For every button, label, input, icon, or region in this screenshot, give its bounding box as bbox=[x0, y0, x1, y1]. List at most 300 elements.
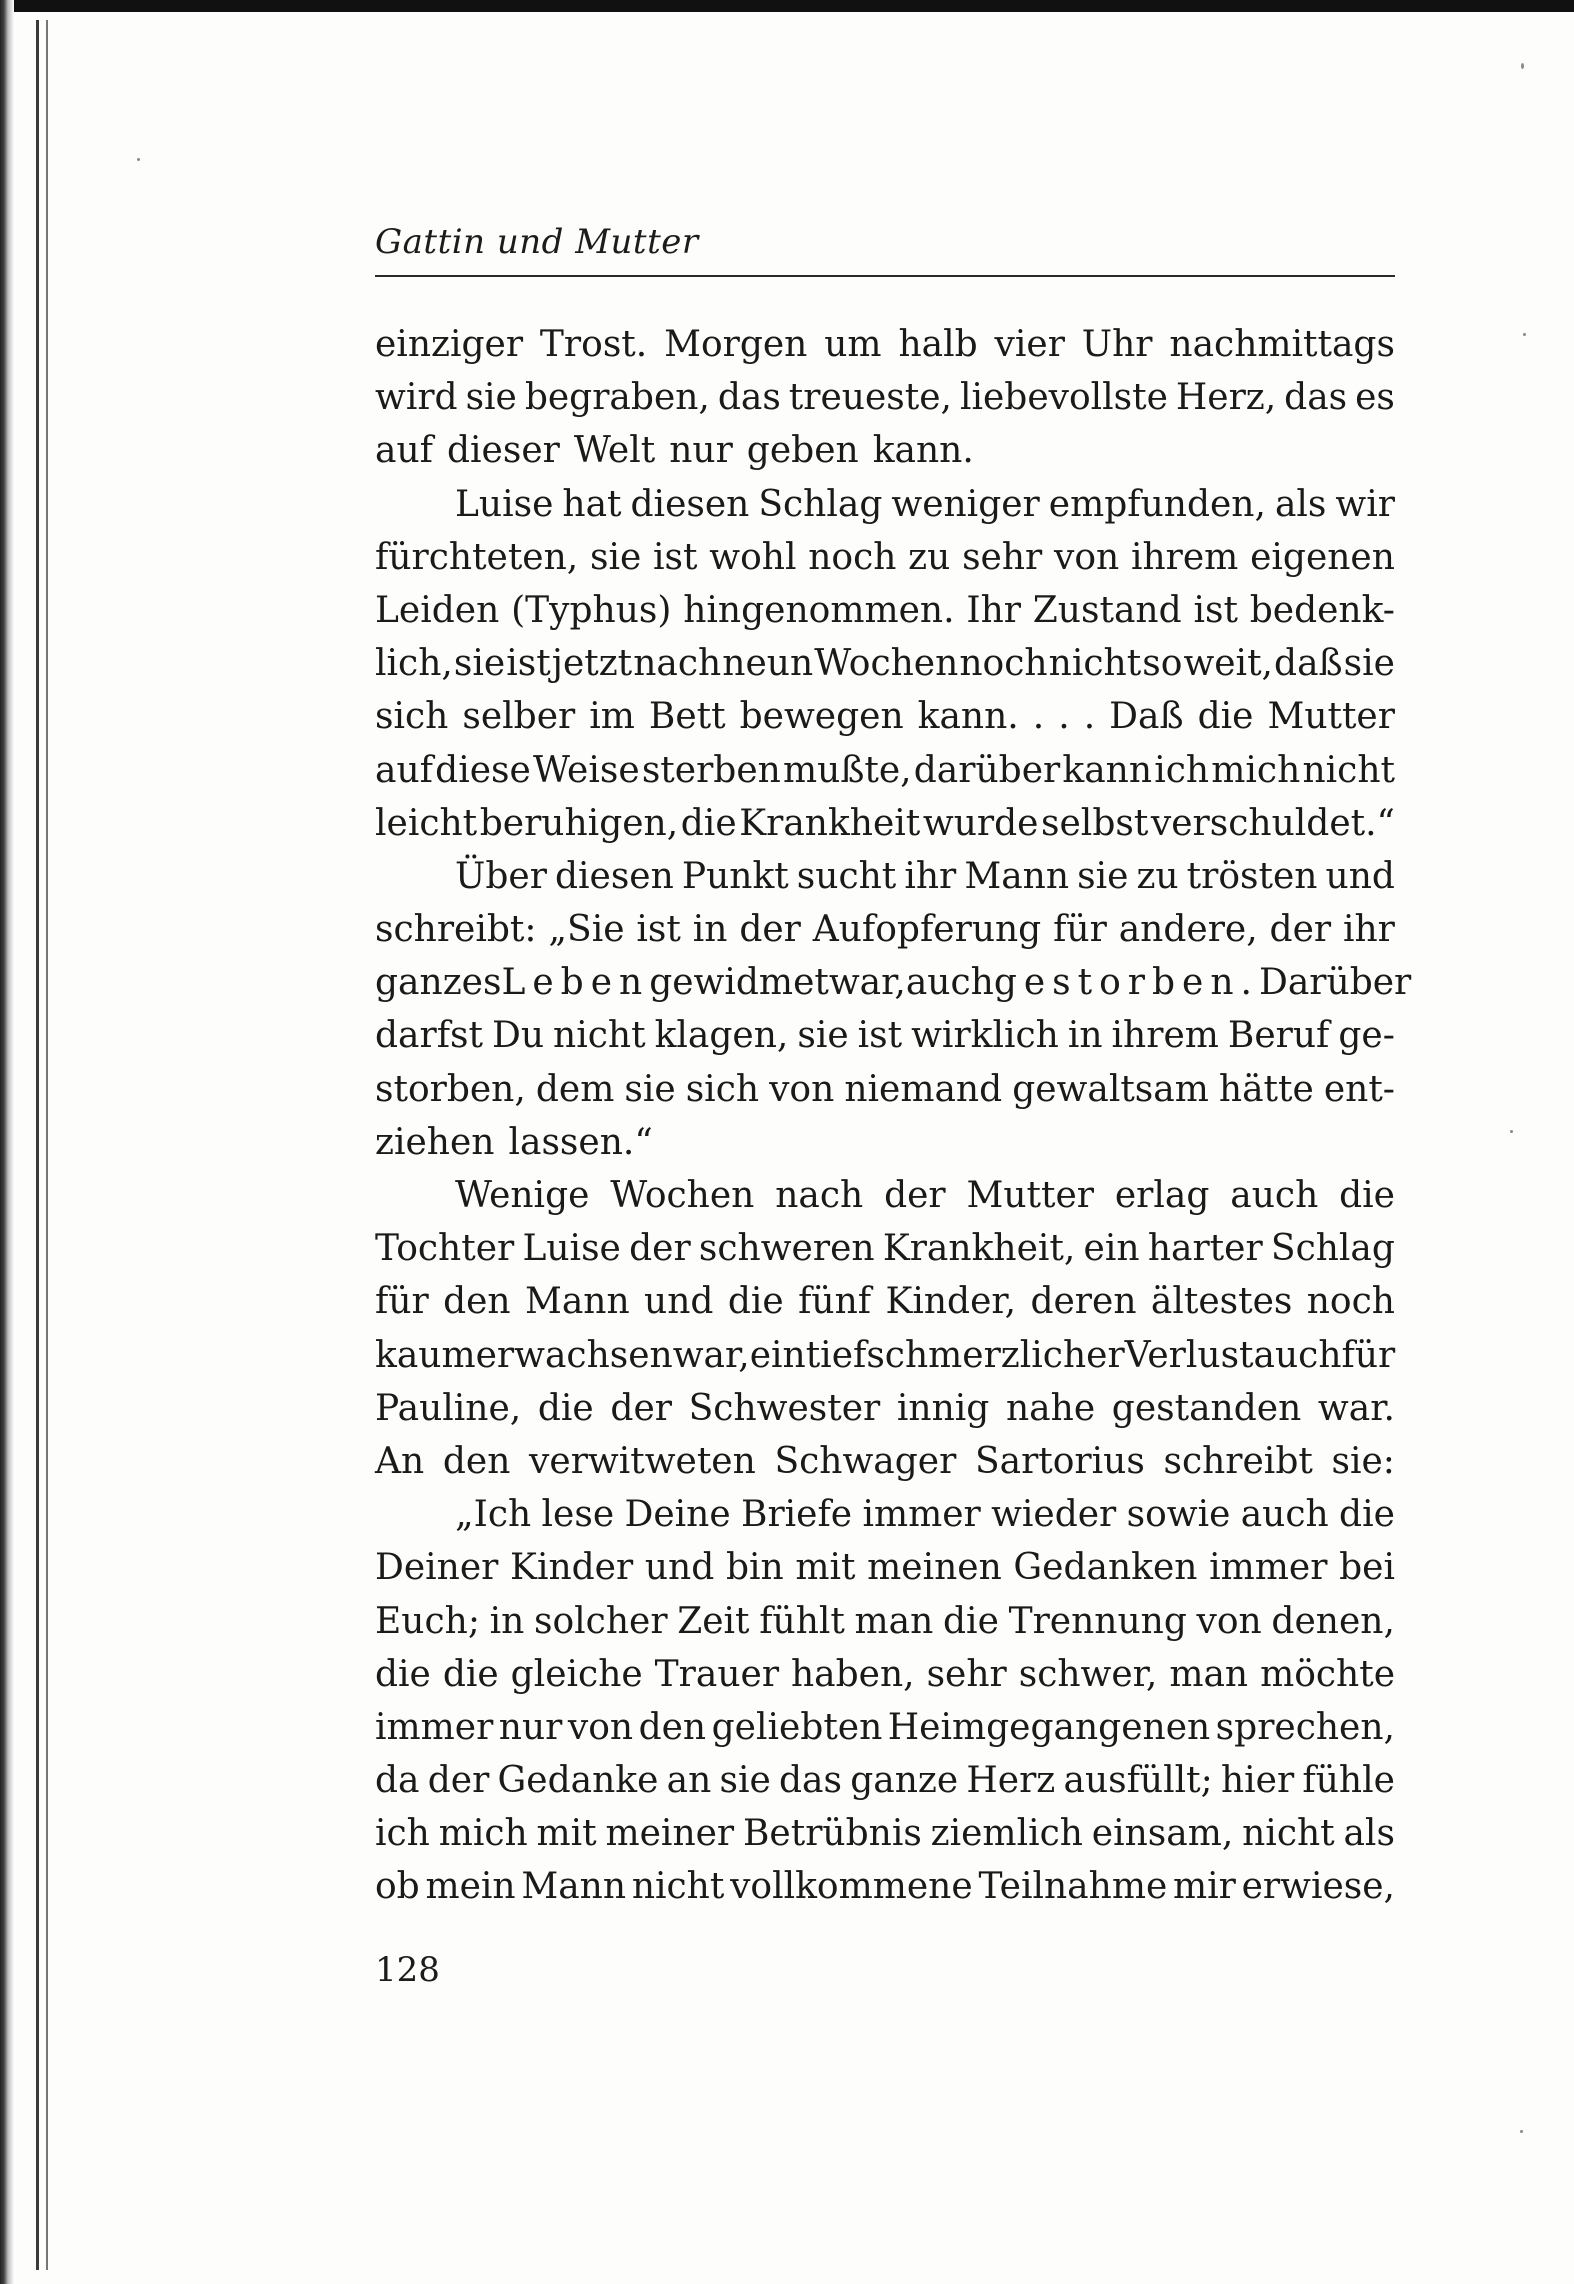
word: sie bbox=[1343, 643, 1395, 685]
word: von bbox=[567, 1706, 634, 1748]
word: Verlust bbox=[1124, 1334, 1254, 1376]
word: der bbox=[884, 1175, 946, 1216]
word: verwitweten bbox=[529, 1440, 756, 1482]
text-line bbox=[375, 371, 1395, 424]
scan-top-edge bbox=[0, 0, 1574, 12]
word: mich bbox=[438, 1813, 528, 1855]
word: geliebten bbox=[711, 1706, 883, 1748]
word: hat bbox=[562, 483, 622, 525]
word: um bbox=[824, 324, 882, 365]
dust-speck bbox=[1510, 1130, 1513, 1133]
word: ganzes bbox=[375, 962, 502, 1004]
word: mit bbox=[536, 1813, 597, 1855]
word: war, bbox=[828, 962, 906, 1004]
word: sie bbox=[1077, 855, 1129, 897]
running-title: Gattin und Mutter bbox=[375, 222, 699, 262]
word: nach bbox=[775, 1175, 864, 1216]
word: ganze bbox=[850, 1760, 959, 1802]
word: begraben, bbox=[524, 377, 710, 419]
word: gleiche bbox=[510, 1653, 643, 1695]
word: noch bbox=[1306, 1281, 1395, 1323]
word: ihr bbox=[1342, 909, 1395, 951]
word: die bbox=[727, 1281, 784, 1323]
word: Darüber bbox=[1258, 962, 1412, 1004]
word: den bbox=[638, 1706, 707, 1748]
word: bewegen bbox=[739, 696, 904, 738]
word: denen, bbox=[1271, 1600, 1395, 1642]
word: sie bbox=[719, 1760, 771, 1802]
word: zu bbox=[1136, 855, 1179, 897]
word: der bbox=[739, 909, 801, 951]
word: man bbox=[1169, 1653, 1249, 1695]
word: trösten bbox=[1186, 855, 1318, 897]
word: mußte, bbox=[783, 749, 912, 791]
word: Euch; bbox=[375, 1600, 480, 1642]
dust-speck bbox=[1521, 63, 1524, 69]
text-line bbox=[375, 1275, 1395, 1328]
word: bedenk- bbox=[1249, 589, 1395, 631]
text-line bbox=[375, 690, 1395, 743]
word: den bbox=[443, 1281, 511, 1323]
word: ein bbox=[1083, 1228, 1140, 1270]
word: und bbox=[1325, 855, 1395, 897]
word: die bbox=[442, 1653, 499, 1695]
word: Sartorius bbox=[974, 1440, 1145, 1482]
word: mir bbox=[1173, 1866, 1236, 1908]
text-line bbox=[375, 1329, 1395, 1382]
word: fünf bbox=[798, 1281, 872, 1323]
text-line bbox=[375, 1116, 1395, 1169]
word: Luise bbox=[455, 483, 554, 525]
word: ich bbox=[375, 1813, 430, 1855]
dust-speck bbox=[137, 158, 140, 161]
word: Schwager bbox=[774, 1440, 957, 1482]
word: Morgen bbox=[664, 324, 808, 365]
word: dieser bbox=[446, 430, 560, 472]
word: Trost. bbox=[539, 324, 648, 365]
word: das bbox=[779, 1760, 842, 1802]
word: Briefe bbox=[740, 1494, 853, 1536]
word: Gedanken bbox=[1013, 1547, 1198, 1589]
word: ihrem bbox=[1111, 1015, 1219, 1057]
word: zu bbox=[908, 536, 951, 578]
word: ausfüllt; bbox=[1063, 1760, 1213, 1802]
word: die bbox=[943, 1600, 999, 1642]
word: ziemlich bbox=[930, 1813, 1083, 1855]
dust-speck bbox=[1520, 2130, 1523, 2133]
word: „Ich bbox=[455, 1494, 532, 1536]
word: gestanden bbox=[1111, 1387, 1302, 1429]
word: ihr bbox=[904, 855, 957, 897]
word: immer bbox=[862, 1494, 981, 1536]
word: . bbox=[1032, 696, 1045, 738]
word: haben, bbox=[790, 1653, 915, 1695]
word: der bbox=[427, 1760, 490, 1802]
word: so bbox=[1142, 643, 1183, 685]
word: auch bbox=[1240, 1494, 1329, 1536]
word: Weise bbox=[532, 749, 640, 791]
word: die bbox=[375, 1653, 431, 1695]
word: sie: bbox=[1331, 1440, 1395, 1482]
word: weniger bbox=[891, 483, 1040, 525]
word: schweren bbox=[698, 1228, 875, 1270]
word: als bbox=[1274, 483, 1327, 525]
word: lese bbox=[541, 1494, 615, 1536]
word: Aufopferung bbox=[812, 909, 1042, 951]
word: die bbox=[537, 1387, 594, 1429]
word: Heimgegangenen bbox=[887, 1706, 1211, 1748]
word: . bbox=[1058, 696, 1070, 738]
text-line bbox=[375, 1807, 1395, 1860]
word: sich bbox=[375, 696, 449, 738]
word: das bbox=[1284, 377, 1348, 419]
text-line bbox=[375, 1860, 1395, 1913]
word: Leben bbox=[501, 962, 650, 1004]
word: gewidmet bbox=[649, 962, 829, 1004]
word: Herz, bbox=[1175, 377, 1277, 419]
word: schreibt bbox=[1163, 1440, 1313, 1482]
word: ihrem bbox=[1130, 536, 1239, 578]
binding-line bbox=[36, 20, 39, 2270]
scan-left-edge bbox=[0, 0, 14, 2284]
text-line bbox=[375, 1754, 1395, 1807]
word: Deine bbox=[624, 1494, 731, 1536]
word: selber bbox=[462, 696, 576, 738]
word: es bbox=[1355, 377, 1395, 419]
word: einziger bbox=[375, 324, 524, 365]
word: der bbox=[629, 1228, 691, 1270]
word: dem bbox=[535, 1068, 615, 1110]
word: bei bbox=[1339, 1547, 1395, 1589]
word: Mann bbox=[524, 1281, 630, 1323]
word: Beruf bbox=[1227, 1015, 1330, 1057]
word: schreibt: bbox=[375, 909, 537, 951]
word: war. bbox=[1317, 1387, 1395, 1429]
text-line bbox=[375, 318, 1395, 371]
header-rule bbox=[375, 275, 1395, 277]
word: einsam, bbox=[1091, 1813, 1234, 1855]
text-line bbox=[375, 1169, 1395, 1222]
text-line bbox=[375, 584, 1395, 637]
word: ist bbox=[653, 536, 698, 578]
word: sie bbox=[453, 643, 506, 685]
word: Luise bbox=[522, 1228, 621, 1270]
word: ist bbox=[1193, 589, 1238, 631]
word: diesen bbox=[554, 855, 674, 897]
word: sucht bbox=[796, 855, 897, 897]
word: hätte bbox=[1218, 1068, 1314, 1110]
word: hingenommen. bbox=[683, 589, 955, 631]
word: die bbox=[1197, 696, 1254, 738]
word: von bbox=[1196, 1600, 1262, 1642]
word: Teilnahme bbox=[978, 1866, 1168, 1908]
text-line bbox=[375, 1701, 1395, 1754]
word: Bett bbox=[648, 696, 726, 738]
word: empfunden, bbox=[1048, 483, 1266, 525]
word: Mutter bbox=[966, 1175, 1094, 1216]
word: lich, bbox=[375, 643, 453, 685]
dust-speck bbox=[1523, 333, 1526, 336]
word: andere, bbox=[1118, 909, 1258, 951]
word: innig bbox=[896, 1387, 990, 1429]
word: Deiner bbox=[375, 1547, 499, 1589]
word: Tochter bbox=[375, 1228, 515, 1270]
word: nur bbox=[498, 1706, 563, 1748]
word: Du bbox=[491, 1015, 545, 1057]
word: in bbox=[1067, 1015, 1103, 1057]
text-line bbox=[375, 1648, 1395, 1701]
word: sehr bbox=[926, 1653, 1007, 1695]
word: sehr bbox=[962, 536, 1043, 578]
word: diese bbox=[435, 749, 531, 791]
text-line bbox=[375, 1488, 1395, 1541]
word: erwachsen bbox=[475, 1334, 673, 1376]
word: der bbox=[610, 1387, 672, 1429]
word: „Sie bbox=[548, 909, 625, 951]
word: Herz bbox=[966, 1760, 1056, 1802]
word: schwer, bbox=[1018, 1653, 1158, 1695]
word: immer bbox=[1209, 1547, 1328, 1589]
word: neun bbox=[722, 643, 814, 685]
word: Mann bbox=[521, 1866, 627, 1908]
word: die bbox=[1339, 1494, 1395, 1536]
word: tiefschmerzlicher bbox=[805, 1334, 1125, 1376]
word: wird bbox=[375, 377, 458, 419]
word: nicht bbox=[1242, 1813, 1335, 1855]
word: ent- bbox=[1323, 1068, 1395, 1110]
word: noch bbox=[959, 643, 1048, 685]
word: selbst bbox=[1041, 802, 1149, 844]
word: harter bbox=[1147, 1228, 1263, 1270]
word: gewaltsam bbox=[1012, 1068, 1209, 1110]
word: Daß bbox=[1109, 696, 1184, 738]
word: Wochen bbox=[814, 643, 959, 685]
word: Schlag bbox=[758, 483, 883, 525]
word: Mutter bbox=[1267, 696, 1395, 738]
word: sie bbox=[797, 1015, 849, 1057]
word: mit bbox=[795, 1547, 856, 1589]
word: immer bbox=[375, 1706, 494, 1748]
word: nicht bbox=[1048, 643, 1142, 685]
word: eigenen bbox=[1250, 536, 1395, 578]
word: als bbox=[1343, 1813, 1395, 1855]
word: erwiese, bbox=[1241, 1866, 1395, 1908]
word: Schlag bbox=[1270, 1228, 1395, 1270]
word: wieder bbox=[991, 1494, 1117, 1536]
text-line bbox=[375, 1063, 1395, 1116]
word: Mann bbox=[964, 855, 1070, 897]
text-line bbox=[375, 1222, 1395, 1275]
word: ich bbox=[1154, 749, 1210, 791]
text-line bbox=[375, 1009, 1395, 1062]
word: der bbox=[1269, 909, 1332, 951]
word: diesen bbox=[630, 483, 750, 525]
word: nicht bbox=[631, 1866, 725, 1908]
word: daß bbox=[1274, 643, 1343, 685]
word: Wenige bbox=[455, 1175, 590, 1216]
text-line bbox=[375, 797, 1395, 850]
text-line bbox=[375, 1595, 1395, 1648]
word: Schwester bbox=[688, 1387, 881, 1429]
text-line bbox=[375, 424, 1395, 477]
word: jetzt bbox=[551, 643, 633, 685]
word: ziehen bbox=[375, 1121, 495, 1163]
word: verschuldet.“ bbox=[1150, 802, 1395, 844]
word: niemand bbox=[844, 1068, 1003, 1110]
word: ge- bbox=[1338, 1015, 1395, 1057]
word: Pauline, bbox=[375, 1387, 522, 1429]
text-line bbox=[375, 1541, 1395, 1594]
word: da bbox=[375, 1760, 420, 1802]
word: Betrübnis bbox=[742, 1813, 922, 1855]
binding-line-secondary bbox=[46, 20, 48, 2270]
word: sowie bbox=[1126, 1494, 1231, 1536]
body-text bbox=[375, 318, 1412, 1914]
word: ein bbox=[749, 1334, 806, 1376]
word: ist bbox=[506, 643, 551, 685]
word: kann. bbox=[917, 696, 1019, 738]
word: mich bbox=[1211, 749, 1301, 791]
word: die bbox=[680, 802, 737, 844]
word: beruhigen, bbox=[479, 802, 679, 844]
word: Wochen bbox=[610, 1175, 755, 1216]
word: nach bbox=[633, 643, 722, 685]
word: deren bbox=[1030, 1281, 1137, 1323]
word: war, bbox=[672, 1334, 750, 1376]
text-line bbox=[375, 744, 1395, 797]
word: für bbox=[1341, 1334, 1396, 1376]
word: möchte bbox=[1260, 1653, 1395, 1695]
word: sie bbox=[624, 1068, 676, 1110]
word: und bbox=[644, 1281, 714, 1323]
word: den bbox=[442, 1440, 511, 1482]
word: erlag bbox=[1114, 1175, 1210, 1216]
page-number: 128 bbox=[375, 1950, 440, 1990]
word: von bbox=[1054, 536, 1120, 578]
word: klagen, bbox=[654, 1015, 789, 1057]
word: Über bbox=[455, 855, 547, 897]
text-line bbox=[375, 478, 1395, 531]
word: wurde bbox=[922, 802, 1039, 844]
word: sprechen, bbox=[1215, 1706, 1395, 1748]
word: hier bbox=[1220, 1760, 1295, 1802]
word: meinen bbox=[867, 1547, 1002, 1589]
word: meiner bbox=[605, 1813, 735, 1855]
word: und bbox=[644, 1547, 715, 1589]
word: Trauer bbox=[654, 1653, 780, 1695]
text-line bbox=[375, 1382, 1395, 1435]
text-line bbox=[375, 1435, 1395, 1488]
word: ist bbox=[636, 909, 681, 951]
text-line bbox=[375, 637, 1395, 690]
word: storben, bbox=[375, 1068, 526, 1110]
word: Kinder bbox=[510, 1547, 634, 1589]
word: wirklich bbox=[911, 1015, 1059, 1057]
word: kann bbox=[1062, 749, 1153, 791]
word: solcher bbox=[534, 1600, 668, 1642]
word: fühlt bbox=[759, 1600, 845, 1642]
word: das bbox=[717, 377, 781, 419]
word: Gedanke bbox=[497, 1760, 659, 1802]
word: auch bbox=[1230, 1175, 1319, 1216]
text-line bbox=[375, 850, 1395, 903]
word: man bbox=[854, 1600, 934, 1642]
word: auch bbox=[905, 962, 994, 1004]
word: Uhr bbox=[1081, 324, 1153, 365]
word: nur bbox=[669, 430, 733, 472]
word: gestorben. bbox=[993, 962, 1259, 1004]
word: wir bbox=[1335, 483, 1395, 525]
word: noch bbox=[808, 536, 897, 578]
word: darfst bbox=[375, 1015, 483, 1057]
word: (Typhus) bbox=[511, 589, 672, 631]
word: leicht bbox=[375, 802, 478, 844]
word: kann. bbox=[872, 430, 974, 472]
word: Trennung bbox=[1008, 1600, 1187, 1642]
word: Leiden bbox=[375, 589, 500, 631]
word: für bbox=[375, 1281, 429, 1323]
word: in bbox=[489, 1600, 525, 1642]
word: auf bbox=[375, 430, 433, 472]
word: sie bbox=[590, 536, 642, 578]
word: für bbox=[1053, 909, 1107, 951]
word: sterben bbox=[641, 749, 781, 791]
word: darüber bbox=[913, 749, 1061, 791]
word: vollkommene bbox=[730, 1866, 973, 1908]
word: An bbox=[375, 1440, 425, 1482]
word: fürchteten, bbox=[375, 536, 579, 578]
word: lassen.“ bbox=[508, 1121, 653, 1163]
word: kaum bbox=[375, 1334, 476, 1376]
word: sich bbox=[685, 1068, 760, 1110]
word: Punkt bbox=[681, 855, 789, 897]
word: ist bbox=[857, 1015, 903, 1057]
word: ältestes bbox=[1150, 1281, 1293, 1323]
word: vier bbox=[994, 324, 1065, 365]
word: im bbox=[589, 696, 635, 738]
word: Krankheit, bbox=[882, 1228, 1076, 1270]
text-line bbox=[375, 531, 1395, 584]
word: Welt bbox=[573, 430, 656, 472]
word: Ihr bbox=[966, 589, 1021, 631]
word: sie bbox=[465, 377, 517, 419]
word: nicht bbox=[553, 1015, 646, 1057]
word: Zustand bbox=[1032, 589, 1182, 631]
word: nicht bbox=[1302, 749, 1395, 791]
word: halb bbox=[898, 324, 978, 365]
word: fühle bbox=[1302, 1760, 1395, 1802]
word: treueste, bbox=[788, 377, 952, 419]
word: in bbox=[692, 909, 728, 951]
word: bin bbox=[725, 1547, 784, 1589]
word: nahe bbox=[1005, 1387, 1096, 1429]
word: Zeit bbox=[677, 1600, 750, 1642]
word: geben bbox=[746, 430, 859, 472]
word: nachmittags bbox=[1169, 324, 1395, 365]
word: Krankheit bbox=[739, 802, 921, 844]
word: Kinder, bbox=[885, 1281, 1017, 1323]
word: mein bbox=[425, 1866, 516, 1908]
word: an bbox=[666, 1760, 712, 1802]
word: die bbox=[1339, 1175, 1395, 1216]
word: auch bbox=[1253, 1334, 1342, 1376]
word: . bbox=[1083, 696, 1096, 738]
word: wohl bbox=[709, 536, 797, 578]
text-line bbox=[375, 956, 1412, 1009]
word: liebevollste bbox=[959, 377, 1168, 419]
word: auf bbox=[375, 749, 433, 791]
text-line bbox=[375, 903, 1395, 956]
